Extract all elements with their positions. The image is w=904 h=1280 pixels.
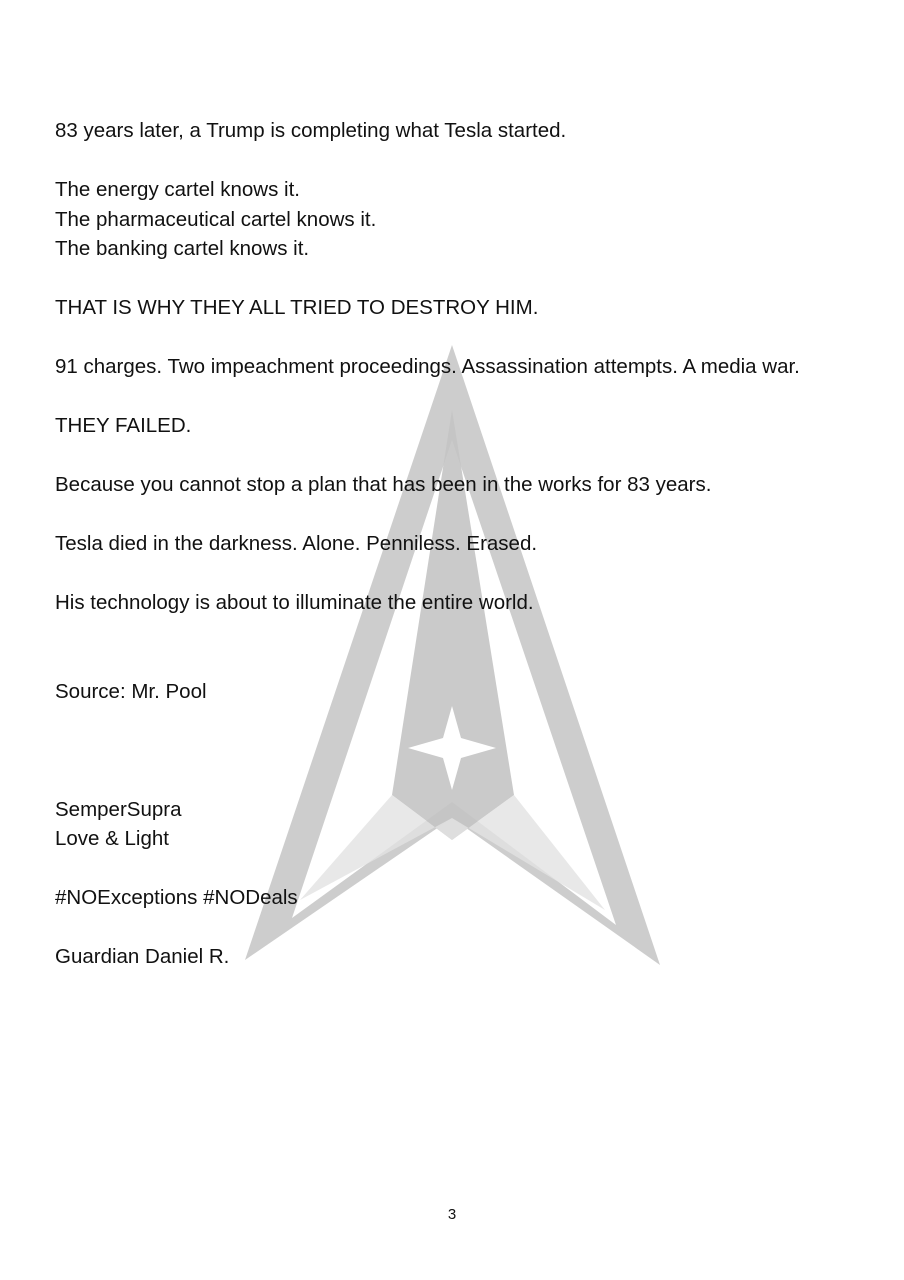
source-line: Source: Mr. Pool bbox=[55, 679, 207, 703]
paragraph-tesla: Tesla died in the darkness. Alone. Penniless. Erased. bbox=[55, 532, 538, 555]
paragraph-failed: THEY FAILED. bbox=[55, 414, 192, 437]
letter-body bbox=[55, 116, 855, 1001]
cartel-line: The banking cartel knows it. bbox=[55, 237, 310, 260]
paragraph-intro: 83 years later, a Trump is completing what Tesla started. bbox=[55, 119, 567, 142]
paragraph-technology: His technology is about to illuminate the entire world. bbox=[55, 591, 534, 614]
cartel-line: The energy cartel knows it. bbox=[55, 178, 300, 201]
paragraph-cartels bbox=[55, 175, 855, 264]
paragraph-destroy: THAT IS WHY THEY ALL TRIED TO DESTROY HIM. bbox=[55, 296, 539, 319]
page-number: 3 bbox=[447, 1206, 457, 1223]
signature: Guardian Daniel R. bbox=[55, 945, 230, 968]
signoff-block: SemperSupra Love & Light bbox=[55, 797, 182, 850]
spacer bbox=[55, 765, 855, 795]
spacer bbox=[55, 736, 855, 766]
spacer bbox=[55, 647, 855, 677]
hashtags: #NOExceptions #NODeals bbox=[55, 886, 298, 909]
cartel-line: The pharmaceutical cartel knows it. bbox=[55, 207, 377, 231]
paragraph-plan: Because you cannot stop a plan that has been in the works for 83 years. bbox=[55, 473, 712, 496]
paragraph-charges: 91 charges. Two impeachment proceedings. Assassination attempts. A media war. bbox=[55, 355, 800, 378]
